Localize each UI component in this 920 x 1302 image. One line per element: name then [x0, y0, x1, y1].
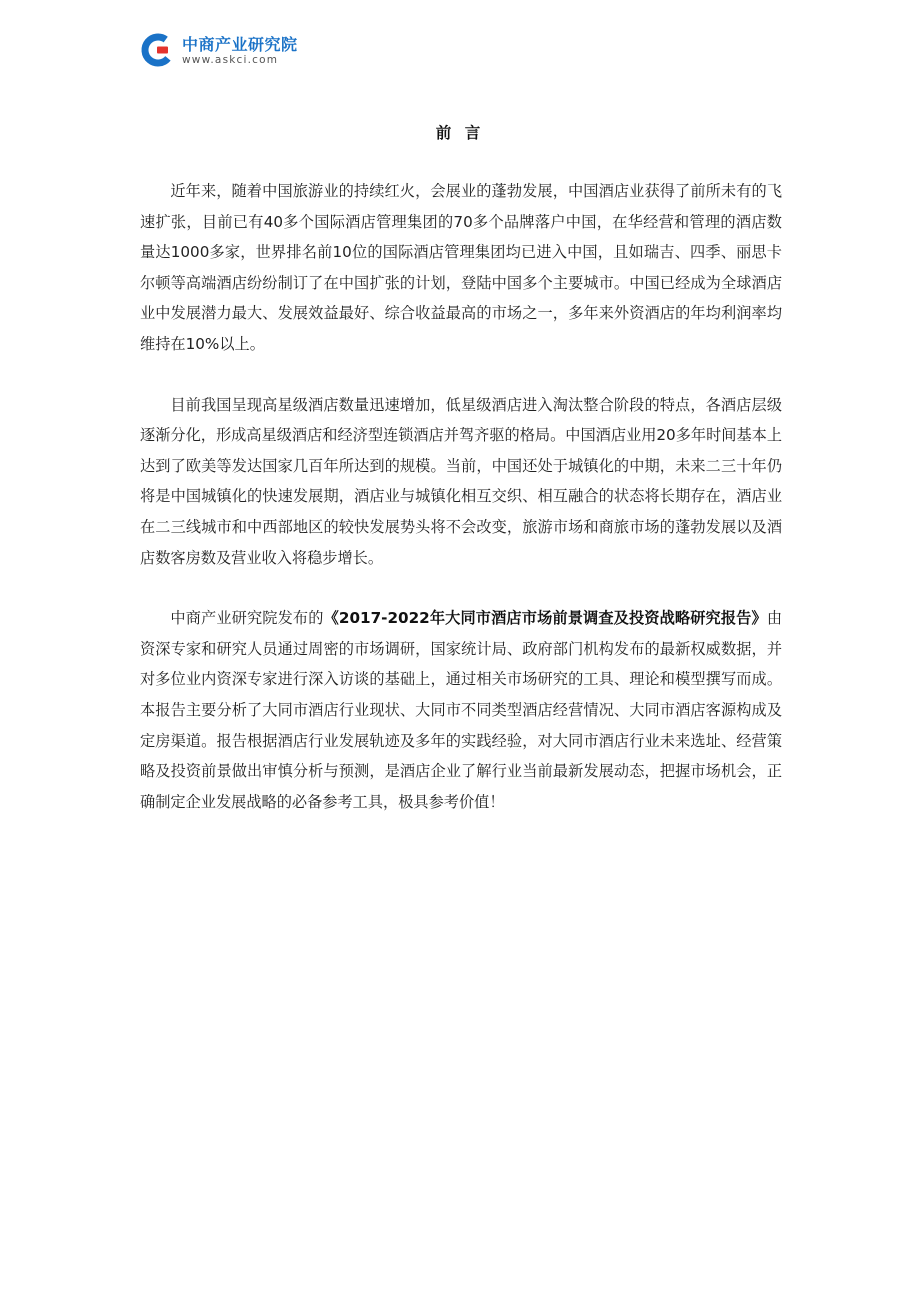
paragraph-1: 近年来，随着中国旅游业的持续红火，会展业的蓬勃发展，中国酒店业获得了前所未有的飞速扩张，目前已有40多个国际酒店管理集团的70多个品牌落户中国，在华经营和管理的酒店数量达1000多家，世界排名前10位的国际酒店管理集团均已进入中国，且如瑞吉、四季、丽思卡尔顿等高端酒店纷纷制订了在中国扩张的计划，登陆中国多个主要城市。中国已经成为全球酒店业中发展潜力最大、发展效益最好、综合收益最高的市场之一，多年来外资酒店的年均利润率均维持在10%以上。: [140, 182, 782, 353]
paragraph-2: 目前我国呈现高星级酒店数量迅速增加，低星级酒店进入淘汰整合阶段的特点，各酒店层级逐渐分化，形成高星级酒店和经济型连锁酒店并驾齐驱的格局。中国酒店业用20多年时间基本上达到了欧美等发达国家几百年所达到的规模。当前，中国还处于城镇化的中期，未来二三十年仍将是中国城镇化的快速发展期，酒店业与城镇化相互交织、相互融合的状态将长期存在，酒店业在二三线城市和中西部地区的较快发展势头将不会改变，旅游市场和商旅市场的蓬勃发展以及酒店数客房数及营业收入将稳步增长。: [140, 395, 783, 567]
document-body: [140, 176, 782, 817]
logo-url: www.askci.com: [182, 53, 279, 66]
paragraph-3-body: 由资深专家和研究人员通过周密的市场调研，国家统计局、政府部门机构发布的最新权威数据，并对多位业内资深专家进行深入访谈的基础上，通过相关市场研究的工具、理论和模型撰写而成。本报告主要分析了大同市酒店行业现状、大同市不同类型酒店经营情况、大同市酒店客源构成及定房渠道。报告根据酒店行业发展轨迹及多年的实践经验，对大同市酒店行业未来选址、经营策略及投资前景做出审慎分析与预测，是酒店企业了解行业当前最新发展动态，把握市场机会，正确制定企业发展战略的必备参考工具，极具参考价值！: [140, 609, 783, 811]
report-title: 《2017-2022年大同市酒店市场前景调查及投资战略研究报告》: [323, 609, 767, 628]
paragraph-3: [140, 603, 782, 817]
askci-logo-icon: [140, 32, 176, 68]
logo-text: [182, 35, 298, 66]
page-header: [140, 30, 298, 70]
page-title: 前 言: [435, 124, 485, 142]
logo-name: 中商产业研究院: [182, 34, 298, 54]
paragraph-3-intro: 中商产业研究院发布的: [170, 609, 324, 628]
